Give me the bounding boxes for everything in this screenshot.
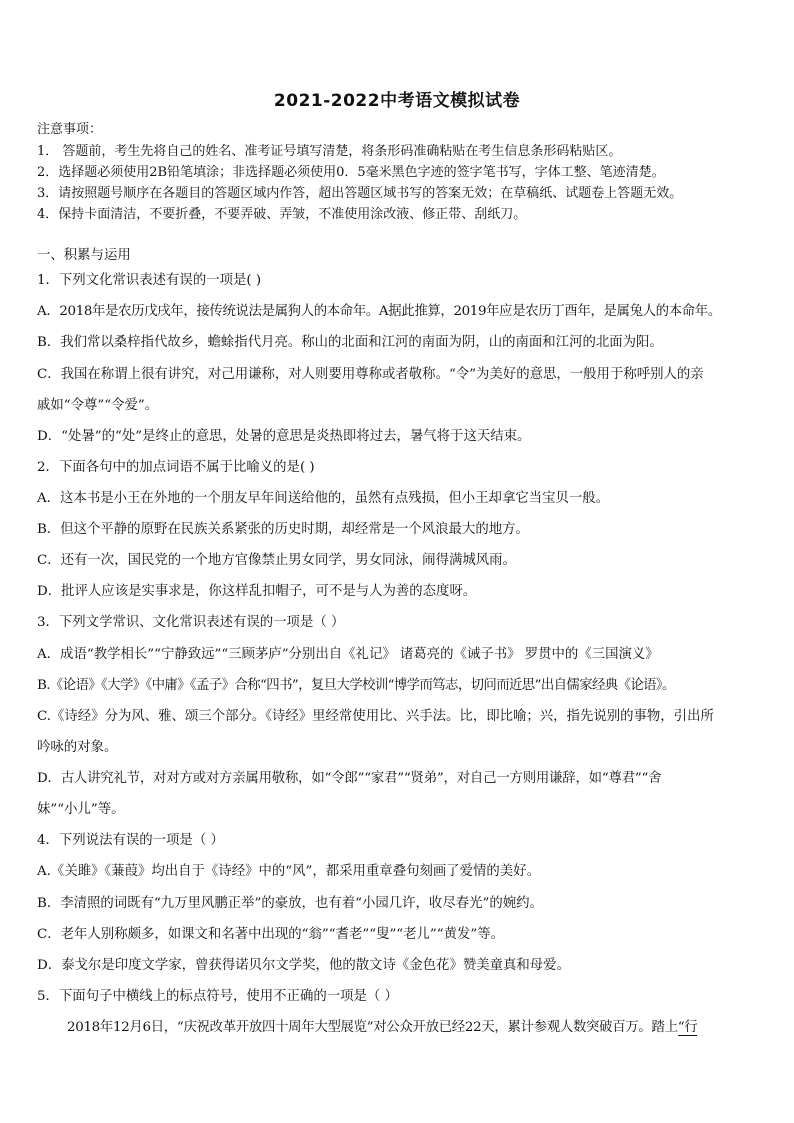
- notice-item: 2．选择题必须使用2B铅笔填涂；非选择题必须使用0．5毫米黑色字迹的签字笔书写，字体工整、笔迹清楚。: [37, 165, 665, 180]
- question-stem: 2．下面各句中的加点词语不属于比喻义的是( ): [37, 460, 315, 475]
- passage-text: 2018年12月6日，“庆祝改革开放四十周年大型展览”对公众开放已经22天，累计参观人数突破百万。踏上: [67, 1020, 678, 1035]
- option-b: B.《论语》《大学》《中庸》《孟子》合称“四书”，复旦大学校训“博学而笃志，切问而近思”出自儒家经典《论语》。: [37, 678, 675, 693]
- option-c: C．老年人别称颇多，如课文和名著中出现的“翁”“耆老”“叟”“老儿”“黄发”等。: [37, 927, 505, 942]
- notice-item: 4．保持卡面清洁，不要折叠，不要弄破、弄皱，不准使用涂改液、修正带、刮纸刀。: [37, 207, 527, 222]
- option-d-continued: 妹”“小儿”等。: [37, 802, 125, 817]
- question-stem: 3．下列文学常识、文化常识表述有误的一项是（ ）: [37, 615, 345, 630]
- question-stem: 4．下列说法有误的一项是（ ）: [37, 833, 224, 848]
- section-heading: 一、积累与运用: [37, 248, 131, 263]
- underlined-text: “行: [677, 1020, 698, 1035]
- option-a: A.《关雎》《蒹葭》均出自于《诗经》中的“风”，都采用重章叠句刻画了爱情的美好。: [37, 864, 540, 879]
- option-a: A．2018年是农历戊戌年，接传统说法是属狗人的本命年。A据此推算，2019年应是农历丁酉年，是属兔人的本命年。: [37, 304, 721, 319]
- notice-item: 3．请按照题号顺序在各题目的答题区域内作答，超出答题区域书写的答案无效；在草稿纸、试题卷上答题无效。: [37, 186, 683, 201]
- option-b: B．我们常以桑梓指代故乡，蟾蜍指代月亮。称山的北面和江河的南面为阴，山的南面和江河的北面为阳。: [37, 335, 663, 350]
- option-c-continued: 戚如“令尊”“令爱”。: [37, 398, 159, 413]
- question-stem: 5．下面句子中横线上的标点符号，使用不正确的一项是（ ）: [37, 989, 398, 1004]
- question-stem: 1．下列文化常识表述有误的一项是( ): [37, 273, 262, 288]
- option-d: D．“处暑”的“处”是终止的意思，处暑的意思是炎热即将过去，暑气将于这天结束。: [37, 429, 531, 444]
- option-a: A．这本书是小王在外地的一个朋友早年间送给他的，虽然有点残损，但小王却拿它当宝贝一般。: [37, 491, 610, 506]
- passage-line: [67, 1019, 762, 1037]
- option-c: C.《诗经》分为风、雅、颂三个部分。《诗经》里经常使用比、兴手法。比，即比喻；兴，指先说别的事物，引出所: [37, 709, 714, 724]
- option-b: B．李清照的词既有“九万里风鹏正举”的豪放，也有着“小园几许，收尽春光”的婉约。: [37, 896, 543, 911]
- option-c-continued: 吟咏的对象。: [37, 740, 118, 755]
- option-c: C．我国在称谓上很有讲究，对己用谦称，对人则要用尊称或者敬称。“令”为美好的意思，一般用于称呼别人的亲: [37, 367, 704, 382]
- option-d: D．批评人应该是实事求是，你这样乱扣帽子，可不是与人为善的态度呀。: [37, 584, 477, 599]
- option-c: C．还有一次，国民党的一个地方官像禁止男女同学，男女同泳，闹得满城风雨。: [37, 553, 516, 568]
- option-d: D．古人讲究礼节，对对方或对方亲属用敬称，如“令郎”“家君”“贤弟”，对自己一方则用谦辞，如“尊君”“舍: [37, 771, 662, 786]
- notice-item: 1． 答题前，考生先将自己的姓名、准考证号填写清楚，将条形码准确粘贴在考生信息条形码粘贴区。: [37, 144, 622, 159]
- option-b: B．但这个平静的原野在民族关系紧张的历史时期，却经常是一个风浪最大的地方。: [37, 522, 529, 537]
- option-d: D．泰戈尔是印度文学家，曾获得诺贝尔文学奖，他的散文诗《金色花》赞美童真和母爱。: [37, 958, 570, 973]
- option-a: A．成语“教学相长”“宁静致远”“三顾茅庐”分别出自《礼记》 诸葛亮的《诫子书》 罗贯中的《三国演义》: [37, 647, 659, 662]
- notice-heading: 注意事项：: [37, 122, 103, 137]
- page-title: 2021-2022中考语文模拟试卷: [273, 91, 521, 111]
